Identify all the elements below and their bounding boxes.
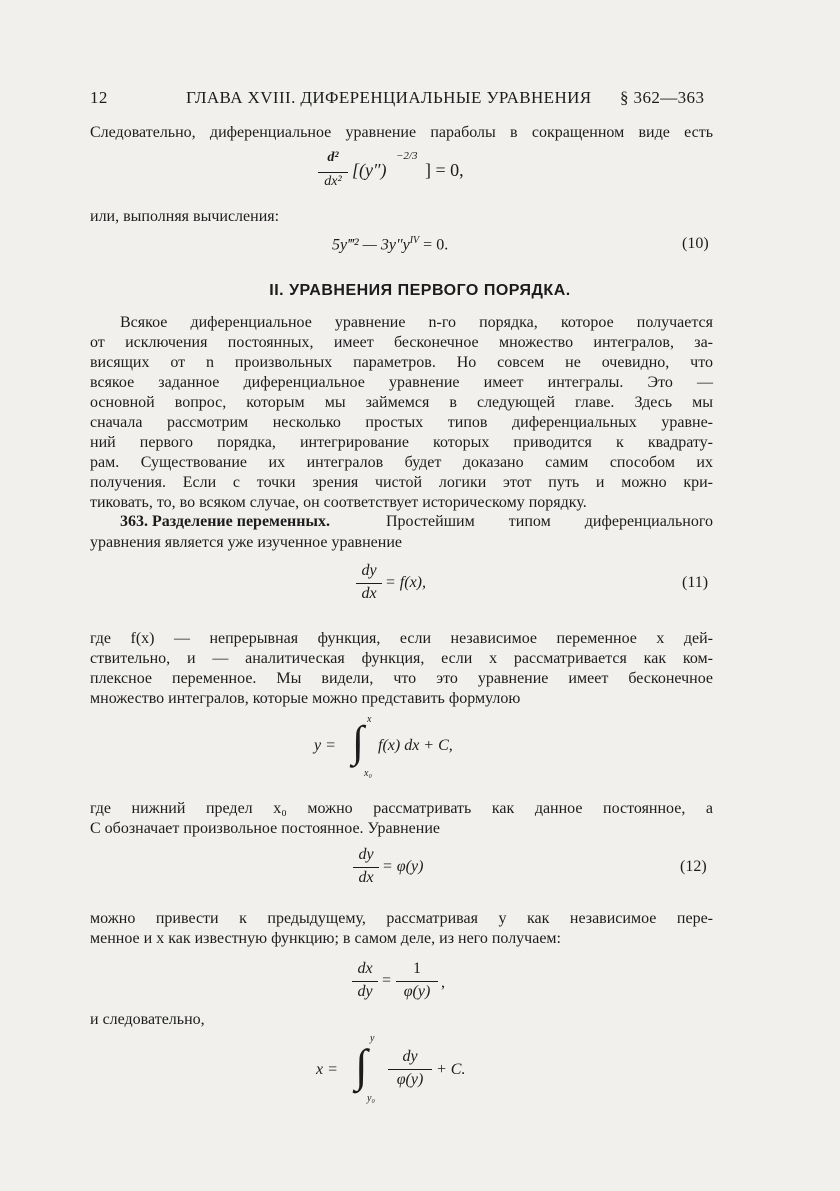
dxdy-left-bar	[352, 981, 378, 982]
para2-line: плексное переменное. Мы видели, что это уравнение имеет бесконечное	[90, 670, 713, 687]
equation-10	[332, 235, 448, 254]
eq11-fraction-bar	[356, 583, 382, 584]
para4-line: менное и x как известную функцию; в самом деле, из него получаем:	[90, 930, 561, 947]
eq-parabola-denominator: dx²	[324, 174, 342, 189]
section-range: § 362—363	[620, 88, 705, 107]
para1-line: от исключения постоянных, имеет бесконечное множество интегралов, за-	[90, 334, 713, 351]
para3-line: C обозначает произвольное постоянное. Уравнение	[90, 820, 441, 837]
chapter-title: ГЛАВА XVIII. ДИФЕРЕНЦИАЛЬНЫЕ УРАВНЕНИЯ	[186, 88, 592, 107]
section-heading: II. УРАВНЕНИЯ ПЕРВОГО ПОРЯДКА.	[269, 282, 571, 299]
integral2-numerator: dy	[402, 1048, 418, 1065]
integral2-rhs: + C.	[436, 1061, 466, 1078]
para2-line: множество интегралов, которые можно представить формулою	[90, 690, 521, 707]
section-363-title: 363. Разделение переменных.	[120, 513, 330, 530]
integral1-lower-limit: x₀	[364, 768, 372, 779]
and-therefore-text: и следовательно,	[90, 1011, 205, 1028]
eq11-label: (11)	[682, 574, 709, 591]
para1-line: основной вопрос, которым мы займемся в следующей главе. Здесь мы	[90, 394, 713, 411]
eq12-denominator: dx	[358, 869, 374, 886]
intro-line-2: или, выполняя вычисления:	[90, 208, 280, 225]
para1-line: всякое заданное диференциальное уравнение имеет интегралы. Это —	[90, 374, 713, 391]
eq-parabola-rhs: ] = 0,	[425, 160, 464, 180]
para1-line: Всякое диференциальное уравнение n-го порядка, которое получается	[120, 314, 713, 331]
eq12-fraction-bar	[353, 867, 379, 868]
section-363-line1-rest: Простейшим типом диференциального	[386, 513, 713, 530]
eq12-rhs: = φ(y)	[382, 858, 424, 875]
para1-line: ний первого порядка, интегрирование которых приводится к квадрату-	[90, 434, 713, 451]
eq10-text: 5y‴² — 3y″y	[332, 236, 410, 254]
para1-line: рам. Существование их интегралов будет доказано самим способом их	[90, 454, 713, 471]
integral2-fraction-bar	[388, 1069, 432, 1070]
integral2-upper-limit: y	[370, 1033, 375, 1044]
eq11-rhs: = f(x),	[385, 574, 426, 591]
integral2-lower-limit: y₀	[367, 1093, 375, 1104]
dxdy-left-numerator: dx	[357, 960, 373, 977]
eq-parabola-numerator: d²	[327, 150, 339, 165]
para4-line: можно привести к предыдущему, рассматривая y как независимое пере-	[90, 910, 713, 927]
integral-sign: ∫	[352, 717, 365, 766]
page-number: 12	[90, 88, 108, 107]
eq12-label: (12)	[680, 858, 707, 875]
integral2-lhs: x =	[316, 1061, 338, 1078]
integral1-lhs: y =	[314, 737, 336, 754]
dxdy-right-bar	[396, 981, 438, 982]
dxdy-left-denominator: dy	[357, 983, 373, 1000]
eq11-numerator: dy	[361, 562, 377, 579]
integral1-upper-limit: x	[367, 714, 372, 725]
para3-line: где нижний предел x₀ можно рассматривать как данное постоянное, а	[90, 800, 713, 817]
dxdy-right-numerator: 1	[413, 960, 421, 977]
para1-line: висящих от n произвольных параметров. Но совсем не очевидно, что	[90, 354, 713, 371]
eq10-label: (10)	[682, 235, 709, 252]
para1-line: тиковать, то, во всяком случае, он соответствует историческому порядку.	[90, 494, 587, 511]
eq11-denominator: dx	[361, 585, 377, 602]
eq-parabola-body: [(y″)	[352, 160, 387, 180]
integral1-integrand: f(x) dx + C,	[378, 737, 453, 754]
eq12-numerator: dy	[358, 846, 374, 863]
eq-parabola-exponent: −2/3	[396, 150, 418, 162]
eq10-sup: IV	[409, 235, 420, 246]
para1-line: получения. Если с точки зрения чистой логики этот путь и можно кри-	[90, 474, 713, 491]
para2-line: ствительно, и — аналитическая функция, если x рассматривается как ком-	[90, 650, 713, 667]
dxdy-comma: ,	[441, 974, 445, 991]
para2-line: где f(x) — непрерывная функция, если независимое переменное x дей-	[90, 630, 713, 647]
section-363-line2: уравнения является уже изученное уравнение	[90, 534, 402, 551]
eq10-rhs: = 0.	[419, 236, 449, 254]
integral2-denominator: φ(y)	[396, 1071, 424, 1088]
dxdy-right-denominator: φ(y)	[403, 983, 431, 1000]
eq-parabola-fraction-bar	[318, 172, 348, 173]
intro-line-1: Следовательно, диференциальное уравнение параболы в сокращенном виде есть	[90, 124, 713, 141]
integral-sign: ∫	[355, 1040, 368, 1091]
dxdy-equals: =	[382, 972, 392, 989]
para1-line: сначала рассмотрим несколько простых типов диференциальных уравне-	[90, 414, 713, 431]
